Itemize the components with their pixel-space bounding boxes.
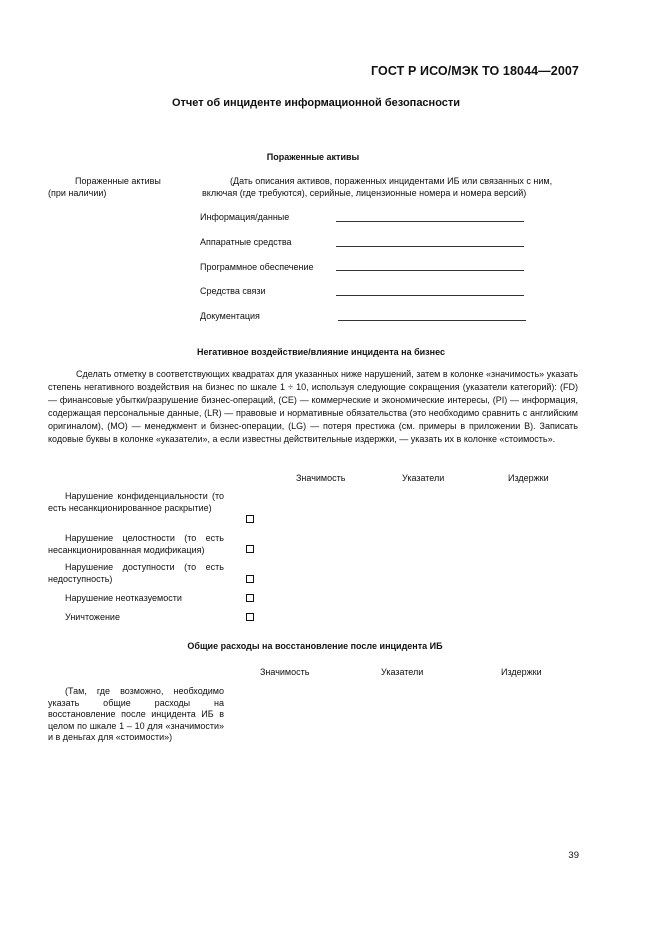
recovery-column-header-indicators: Указатели xyxy=(381,667,424,677)
violation-label-availability: Нарушение доступности (то есть недоступность) xyxy=(48,562,224,584)
recovery-column-header-significance: Значимость xyxy=(260,667,310,677)
asset-label-communications: Средства связи xyxy=(200,286,266,296)
affected-assets-label-line2: (при наличии) xyxy=(48,188,107,198)
asset-label-documentation: Документация xyxy=(200,311,260,321)
asset-label-hardware: Аппаратные средства xyxy=(200,237,292,247)
violation-checkbox-integrity[interactable] xyxy=(246,545,254,553)
page-title: Отчет об инциденте информационной безопасности xyxy=(171,97,461,109)
violation-label-confidentiality: Нарушение конфиденциальности (то есть несанкционированное раскрытие) xyxy=(48,491,224,513)
section-heading-affected-assets: Пораженные активы xyxy=(266,152,360,162)
asset-field-hardware[interactable] xyxy=(336,246,524,247)
affected-assets-description-line1: (Дать описания активов, пораженных инцидентами ИБ или связанных с ним, xyxy=(230,176,553,186)
violation-checkbox-availability[interactable] xyxy=(246,575,254,583)
violation-checkbox-destruction[interactable] xyxy=(246,613,254,621)
section-heading-recovery-costs: Общие расходы на восстановление после инцидента ИБ xyxy=(187,641,443,651)
page-number: 39 xyxy=(568,850,579,861)
violation-label-integrity: Нарушение целостности (то есть несанкционированная модификация) xyxy=(48,533,224,555)
asset-field-information[interactable] xyxy=(336,221,524,222)
asset-field-communications[interactable] xyxy=(336,295,524,296)
recovery-column-header-costs: Издержки xyxy=(501,667,542,677)
recovery-costs-note: (Там, где возможно, необходимо указать общие расходы на восстановление после инцидента ИБ в целом по шкале 1 – 10 для «значимости» и в деньгах для «стоимости») xyxy=(48,686,224,742)
affected-assets-label-line1: Пораженные активы xyxy=(75,176,161,186)
asset-field-documentation[interactable] xyxy=(338,320,526,321)
column-header-significance: Значимость xyxy=(296,473,346,483)
document-header: ГОСТ Р ИСО/МЭК ТО 18044—2007 xyxy=(371,64,579,78)
asset-label-software: Программное обеспечение xyxy=(200,262,314,272)
violation-checkbox-non-repudiation[interactable] xyxy=(246,594,254,602)
section-heading-negative-impact: Негативное воздействие/влияние инцидента на бизнес xyxy=(196,347,445,357)
violation-label-destruction: Уничтожение xyxy=(65,612,120,622)
negative-impact-instructions: Сделать отметку в соответствующих квадратах для указанных ниже нарушений, затем в колонке «значимость» указать степень негативного воздействия на бизнес по шкале 1 ÷ 10, используя следующие сокращения (указатели категорий): (FD) — финансовые убытки/разрушение бизнес-операций, (CE) — коммерческие и экономические интересы, (PI) — информация, содержащая персональные данные, (LR) — правовые и нормативные обязательства (это необходимо сравнить с английским оригиналом), (MO) — менеджмент и бизнес-операции, (LG) — потеря престижа (см. примеры в приложении B). Записать кодовые буквы в колонке «указатели», а если известны действительные издержки, — указать их в колонке «стоимость». xyxy=(48,369,578,445)
column-header-costs: Издержки xyxy=(508,473,549,483)
asset-label-information: Информация/данные xyxy=(200,212,290,222)
violation-checkbox-confidentiality[interactable] xyxy=(246,515,254,523)
affected-assets-description-line2: включая (где требуются), серийные, лицензионные номера и номера версий) xyxy=(202,188,527,198)
violation-label-non-repudiation: Нарушение неотказуемости xyxy=(65,593,182,603)
asset-field-software[interactable] xyxy=(336,270,524,271)
column-header-indicators: Указатели xyxy=(402,473,445,483)
